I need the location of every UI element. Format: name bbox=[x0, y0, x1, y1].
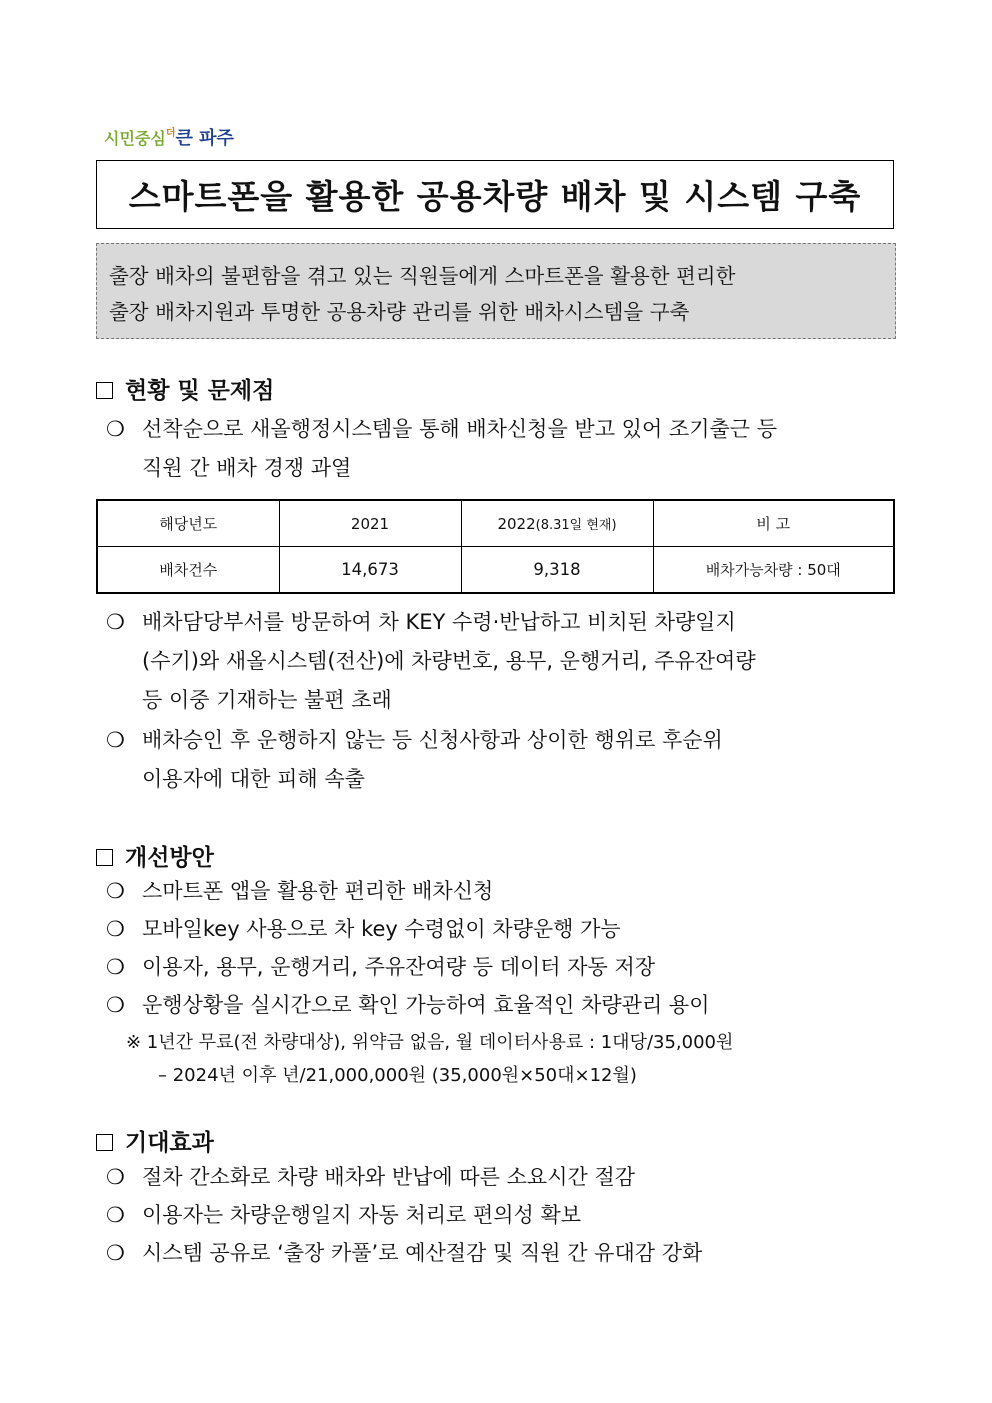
square-icon bbox=[96, 382, 113, 399]
table-row bbox=[97, 547, 894, 594]
table-cell: 해당년도 bbox=[97, 500, 279, 547]
circle-bullet-icon: ❍ bbox=[106, 417, 125, 441]
list-item bbox=[106, 910, 896, 949]
circle-bullet-icon: ❍ bbox=[106, 1203, 125, 1227]
table-header-row bbox=[97, 500, 894, 547]
list-item bbox=[106, 721, 896, 799]
bullet-line: 등 이중 기재하는 불편 초래 bbox=[142, 688, 392, 712]
cost-note: ※ 1년간 무료(전 차량대상), 위약금 없음, 월 데이터사용료 : 1대당/35,000원 bbox=[126, 1032, 734, 1053]
title-box bbox=[96, 160, 894, 229]
circle-bullet-icon: ❍ bbox=[106, 917, 125, 941]
bullet-line: 운행상황을 실시간으로 확인 가능하여 효율적인 차량관리 용이 bbox=[142, 993, 710, 1017]
bullet-line: 배차담당부서를 방문하여 차 KEY 수령·반납하고 비치된 차량일지 bbox=[142, 610, 736, 634]
table-cell: 9,318 bbox=[461, 547, 653, 594]
logo-text-3: 큰 파주 bbox=[175, 128, 234, 149]
bullet-line: 절차 간소화로 차량 배차와 반납에 따른 소요시간 절감 bbox=[142, 1165, 636, 1189]
table-cell: 배차가능차량 : 50대 bbox=[653, 547, 894, 594]
circle-bullet-icon: ❍ bbox=[106, 1241, 125, 1265]
section-heading-improve bbox=[96, 839, 214, 872]
circle-bullet-icon: ❍ bbox=[106, 879, 125, 903]
bullet-line: 스마트폰 앱을 활용한 편리한 배차신청 bbox=[142, 879, 494, 903]
bullet-line: 모바일key 사용으로 차 key 수령없이 차량운행 가능 bbox=[142, 917, 621, 941]
circle-bullet-icon: ❍ bbox=[106, 1165, 125, 1189]
logo bbox=[104, 124, 234, 150]
summary-box bbox=[96, 243, 896, 339]
list-item bbox=[106, 986, 896, 1025]
bullet-line: 직원 간 배차 경쟁 과열 bbox=[142, 456, 352, 480]
list-item bbox=[106, 1234, 896, 1273]
summary-line-1: 출장 배차의 불편함을 겪고 있는 직원들에게 스마트폰을 활용한 편리한 bbox=[109, 264, 736, 288]
table-cell: 2021 bbox=[279, 500, 461, 547]
bullet-line: 배차승인 후 운행하지 않는 등 신청사항과 상이한 행위로 후순위 bbox=[142, 728, 723, 752]
bullet-line: 이용자에 대한 피해 속출 bbox=[142, 767, 365, 791]
list-item bbox=[106, 603, 896, 720]
statistics-table bbox=[96, 499, 895, 594]
section-heading-effect bbox=[96, 1124, 214, 1157]
table-cell-year: 2022 bbox=[497, 515, 536, 533]
circle-bullet-icon: ❍ bbox=[106, 993, 125, 1017]
cost-subnote: – 2024년 이후 년/21,000,000원 (35,000원×50대×12월) bbox=[158, 1065, 637, 1086]
list-item bbox=[106, 410, 896, 488]
page-title: 스마트폰을 활용한 공용차량 배차 및 시스템 구축 bbox=[128, 177, 862, 216]
table-cell bbox=[461, 500, 653, 547]
square-icon bbox=[96, 1134, 113, 1151]
list-item bbox=[106, 948, 896, 987]
bullet-line: (수기)와 새올시스템(전산)에 차량번호, 용무, 운행거리, 주유잔여량 bbox=[142, 649, 756, 673]
table-cell-date-note: (8.31일 현재) bbox=[535, 518, 617, 533]
bullet-line: 시스템 공유로 ‘출장 카풀’로 예산절감 및 직원 간 유대감 강화 bbox=[142, 1241, 703, 1265]
circle-bullet-icon: ❍ bbox=[106, 955, 125, 979]
bullet-line: 이용자, 용무, 운행거리, 주유잔여량 등 데이터 자동 저장 bbox=[142, 955, 656, 979]
list-item bbox=[106, 872, 896, 911]
table-cell: 배차건수 bbox=[97, 547, 279, 594]
square-icon bbox=[96, 849, 113, 866]
logo-text-2: 더 bbox=[165, 128, 176, 139]
bullet-line: 이용자는 차량운행일지 자동 처리로 편의성 확보 bbox=[142, 1203, 582, 1227]
list-item bbox=[106, 1196, 896, 1235]
section-heading-status bbox=[96, 372, 274, 405]
list-item bbox=[106, 1158, 896, 1197]
circle-bullet-icon: ❍ bbox=[106, 610, 125, 634]
table-cell: 14,673 bbox=[279, 547, 461, 594]
summary-line-2: 출장 배차지원과 투명한 공용차량 관리를 위한 배차시스템을 구축 bbox=[109, 300, 690, 324]
section-heading-label: 기대효과 bbox=[125, 1130, 214, 1156]
circle-bullet-icon: ❍ bbox=[106, 728, 125, 752]
logo-text-1: 시민중심 bbox=[104, 129, 166, 148]
table-cell: 비 고 bbox=[653, 500, 894, 547]
bullet-line: 선착순으로 새올행정시스템을 통해 배차신청을 받고 있어 조기출근 등 bbox=[142, 417, 778, 441]
section-heading-label: 현황 및 문제점 bbox=[125, 378, 275, 404]
section-heading-label: 개선방안 bbox=[125, 845, 214, 871]
